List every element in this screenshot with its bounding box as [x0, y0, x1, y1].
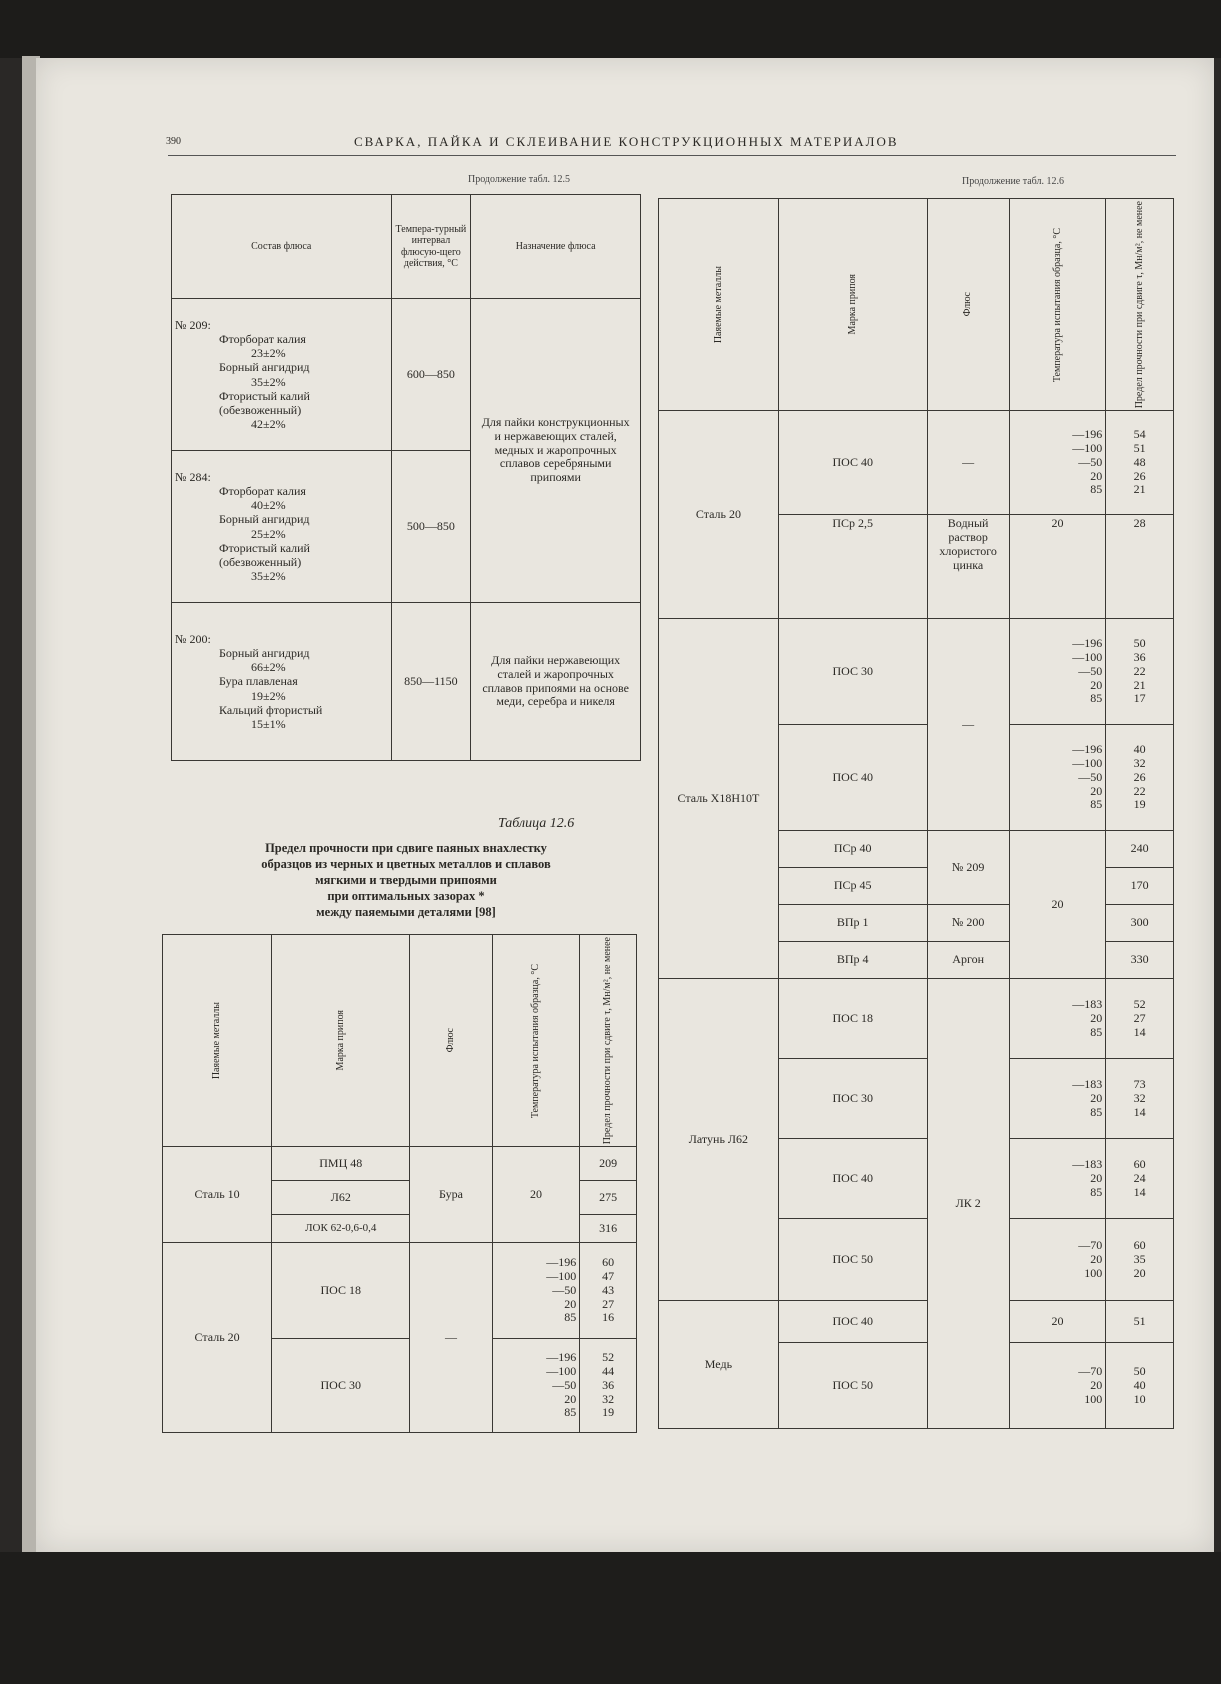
strength-values: 73 32 14: [1106, 1059, 1174, 1139]
strength-values: 60 24 14: [1106, 1139, 1174, 1219]
table-row: [172, 603, 392, 761]
header-metals: Паяемые металлы: [659, 199, 779, 411]
temp-range-200: 850—1150: [391, 603, 471, 761]
strength-value: 240: [1106, 831, 1174, 868]
table-12-6-label: Таблица 12.6: [498, 816, 575, 831]
test-temp: 20: [1009, 515, 1106, 619]
test-temps: —196 —100 —50 20 85: [1009, 725, 1106, 831]
temp-range-284: 500—850: [391, 451, 471, 603]
running-title: СВАРКА, ПАЙКА И СКЛЕИВАНИЕ КОНСТРУКЦИОННЫХ МАТЕРИАЛОВ: [354, 134, 899, 149]
solder-name: ПОС 50: [778, 1343, 927, 1429]
header-rule: [168, 155, 1176, 156]
solder-name: ПСр 40: [778, 831, 927, 868]
header-temp-range: Темпера-турный интервал флюсую-щего действия, °С: [391, 195, 471, 299]
header-metals: Паяемые металлы: [163, 935, 272, 1147]
metal-steel-20: Сталь 20: [163, 1243, 272, 1433]
header-strength: Предел прочности при сдвиге τ, Мн/м², не менее: [1106, 199, 1174, 411]
table-12-6-part-2: [658, 198, 1174, 1429]
solder-name: ЛОК 62-0,6-0,4: [272, 1215, 410, 1243]
solder-name: ВПр 4: [778, 942, 927, 979]
header-strength: Предел прочности при сдвиге τ, Мн/м², не менее: [580, 935, 637, 1147]
solder-name: ПОС 18: [778, 979, 927, 1059]
metal-steel-x18: Сталь Х18Н10Т: [659, 619, 779, 979]
test-temps: —70 20 100: [1009, 1219, 1106, 1301]
solder-name: ПОС 40: [778, 411, 927, 515]
solder-name: ПСр 2,5: [778, 515, 927, 619]
title-line: при оптимальных зазорах *: [327, 889, 485, 903]
strength-value: 28: [1106, 515, 1174, 619]
test-temps: —196 —100 —50 20 85: [1009, 411, 1106, 515]
header-test-temp: Температура испытания образца, °С: [1009, 199, 1106, 411]
header-flux: Флюс: [410, 935, 492, 1147]
flux-purpose-1: Для пайки конструкционных и нержавеющих сталей, медных и жаропрочных сплавов серебряными припоями: [471, 299, 641, 603]
table-12-6-continuation-label: Продолжение табл. 12.6: [962, 176, 1064, 187]
solder-name: ПСр 45: [778, 868, 927, 905]
book-page: [36, 58, 1214, 1552]
flux-composition-284: № 284: Фторборат калия 40±2% Борный ангидрид 25±2% Фтористый калий (обезвоженный) 35±2%: [175, 469, 310, 583]
flux-200: № 200: [927, 905, 1009, 942]
strength-value: 209: [580, 1147, 637, 1181]
flux-composition-209: № 209: Фторборат калия 23±2% Борный ангидрид 35±2% Фтористый калий (обезвоженный) 42±2%: [175, 317, 310, 431]
solder-name: ВПр 1: [778, 905, 927, 942]
strength-values: 52 44 36 32 19: [580, 1339, 637, 1433]
metal-steel-10: Сталь 10: [163, 1147, 272, 1243]
metal-steel-20: Сталь 20: [659, 411, 779, 619]
strength-value: 330: [1106, 942, 1174, 979]
strength-value: 51: [1106, 1301, 1174, 1343]
strength-value: 275: [580, 1181, 637, 1215]
solder-name: ПОС 30: [778, 1059, 927, 1139]
solder-name: ПОС 40: [778, 725, 927, 831]
flux-lk2: ЛК 2: [927, 979, 1009, 1429]
page-number: 390: [166, 136, 181, 147]
strength-values: 60 35 20: [1106, 1219, 1174, 1301]
strength-values: 50 36 22 21 17: [1106, 619, 1174, 725]
title-line: мягкими и твердыми припоями: [315, 873, 497, 887]
table-row: [172, 299, 392, 451]
test-temps: —196 —100 —50 20 85: [492, 1339, 580, 1433]
test-temp: 20: [492, 1147, 580, 1243]
title-line: Предел прочности при сдвиге паяных внахлестку: [265, 841, 547, 855]
flux-none: —: [927, 411, 1009, 515]
strength-value: 170: [1106, 868, 1174, 905]
header-solder: Марка припоя: [272, 935, 410, 1147]
strength-values: 52 27 14: [1106, 979, 1174, 1059]
header-flux: Флюс: [927, 199, 1009, 411]
solder-name: ПОС 40: [778, 1139, 927, 1219]
flux-209: № 209: [927, 831, 1009, 905]
table-12-6-part-1: [162, 934, 637, 1433]
scan-top-shadow: [0, 0, 1221, 58]
test-temps: —196 —100 —50 20 85: [492, 1243, 580, 1339]
table-12-6-title: [161, 840, 651, 920]
solder-name: ПОС 18: [272, 1243, 410, 1339]
solder-name: ПМЦ 48: [272, 1147, 410, 1181]
header-flux-composition: Состав флюса: [172, 195, 392, 299]
table-12-5: [171, 194, 641, 761]
solder-name: ПОС 40: [778, 1301, 927, 1343]
test-temps: —183 20 85: [1009, 1059, 1106, 1139]
strength-value: 316: [580, 1215, 637, 1243]
header-test-temp: Температура испытания образца, °С: [492, 935, 580, 1147]
flux-zinc-chloride: Водный раствор хлористого цинка: [927, 515, 1009, 619]
flux-argon: Аргон: [927, 942, 1009, 979]
metal-brass: Латунь Л62: [659, 979, 779, 1301]
strength-values: 50 40 10: [1106, 1343, 1174, 1429]
solder-name: Л62: [272, 1181, 410, 1215]
flux-none: —: [927, 619, 1009, 831]
table-row: [172, 451, 392, 603]
header-solder: Марка припоя: [778, 199, 927, 411]
solder-name: ПОС 30: [272, 1339, 410, 1433]
strength-value: 300: [1106, 905, 1174, 942]
metal-copper: Медь: [659, 1301, 779, 1429]
temp-range-209: 600—850: [391, 299, 471, 451]
title-line: между паяемыми деталями [98]: [316, 905, 496, 919]
solder-name: ПОС 50: [778, 1219, 927, 1301]
strength-values: 54 51 48 26 21: [1106, 411, 1174, 515]
test-temps: —70 20 100: [1009, 1343, 1106, 1429]
flux-purpose-2: Для пайки нержавеющих сталей и жаропрочных сплавов припоями на основе меди, серебра и никеля: [471, 603, 641, 761]
test-temps: —183 20 85: [1009, 979, 1106, 1059]
test-temps: —196 —100 —50 20 85: [1009, 619, 1106, 725]
solder-name: ПОС 30: [778, 619, 927, 725]
flux-composition-200: № 200: Борный ангидрид 66±2% Бура плавленая 19±2% Кальций фтористый 15±1%: [175, 631, 323, 731]
flux-borax: Бура: [410, 1147, 492, 1243]
title-line: образцов из черных и цветных металлов и сплавов: [261, 857, 551, 871]
strength-values: 60 47 43 27 16: [580, 1243, 637, 1339]
test-temp: 20: [1009, 831, 1106, 979]
header-flux-purpose: Назначение флюса: [471, 195, 641, 299]
test-temps: —183 20 85: [1009, 1139, 1106, 1219]
strength-values: 40 32 26 22 19: [1106, 725, 1174, 831]
test-temp: 20: [1009, 1301, 1106, 1343]
scan-bottom-shadow: [0, 1552, 1221, 1684]
table-12-5-continuation-label: Продолжение табл. 12.5: [468, 174, 570, 185]
flux-none: —: [410, 1243, 492, 1433]
